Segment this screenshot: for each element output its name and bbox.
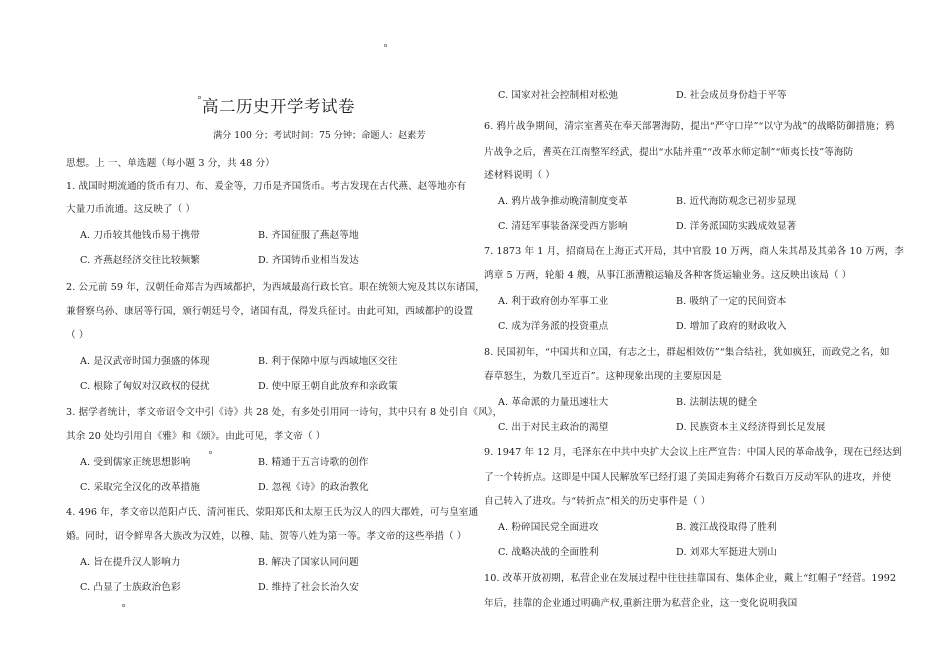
q1-option-b: B. 齐国征服了燕赵等地 — [258, 230, 359, 241]
question-9-stem: 自己转入了进攻。与“转折点”相关的历史事件是（ ） — [484, 496, 711, 507]
corner-mark — [209, 451, 212, 454]
q8-option-a: A. 革命派的力量迅速壮大 — [498, 397, 609, 408]
exam-subtitle: 满分 100 分；考试时间：75 分钟；命题人：赵素芳 — [213, 130, 426, 141]
q6-option-c: C. 清廷军事装备深受西方影响 — [498, 221, 628, 232]
q4-option-b: B. 解决了国家认同问题 — [258, 557, 359, 568]
q6-option-b: B. 近代海防观念已初步显现 — [676, 196, 797, 207]
q5-option-c: C. 国家对社会控制相对松弛 — [498, 90, 619, 101]
exam-title: 高二历史开学考试卷 — [202, 97, 355, 116]
q9-option-c: C. 战略决战的全面胜利 — [498, 547, 599, 558]
q3-option-d: D. 忽视《诗》的政治教化 — [258, 482, 369, 493]
q6-option-a: A. 鸦片战争推动晚清制度变革 — [498, 196, 628, 207]
question-3-stem: 3. 据学者统计，孝文帝诏令文中引《诗》共 28 处，有多处引用同一诗句，其中只有 8 处引自《风》， — [66, 407, 503, 418]
q4-option-a: A. 旨在提升汉人影响力 — [80, 557, 181, 568]
q4-option-c: C. 凸显了士族政治色彩 — [80, 582, 181, 593]
section-heading: 思想。上 一、单选题（每小题 3 分，共 48 分） — [66, 158, 275, 169]
corner-mark — [122, 604, 125, 607]
q3-option-b: B. 精通于五言诗歌的创作 — [258, 457, 369, 468]
question-4-stem: 4. 496 年，孝文帝以范阳卢氏、清河崔氏、荥阳郑氏和太原王氏为汉人的四大郡姓，可与皇室通 — [66, 507, 479, 518]
q2-option-c: C. 根除了匈奴对汉政权的侵扰 — [80, 381, 210, 392]
question-7-stem: 7. 1873 年 1 月，招商局在上海正式开局，其中官股 10 万两，商人朱其昂及其弟各 10 万两，李 — [484, 246, 904, 257]
question-9-stem: 了一个转折点。这即是中国人民解放军已经打退了美国走狗蒋介石数百万反动军队的进攻，并使 — [484, 472, 892, 483]
q2-option-a: A. 是汉武帝时国力强盛的体现 — [80, 356, 210, 367]
question-8-stem: 春草怒生，为数几至近百”。这种现象出现的主要原因是 — [484, 371, 722, 382]
q7-option-a: A. 利于政府创办军事工业 — [498, 296, 609, 307]
q4-option-d: D. 维持了社会长治久安 — [258, 582, 359, 593]
corner-mark — [198, 96, 201, 99]
question-6-stem: 述材料说明（ ） — [484, 170, 556, 181]
q8-option-b: B. 法制法规的健全 — [676, 397, 758, 408]
corner-mark — [384, 44, 387, 47]
q1-option-c: C. 齐燕赵经济交往比较频繁 — [80, 255, 201, 266]
q2-option-b: B. 利于保障中原与西域地区交往 — [258, 356, 398, 367]
question-4-stem: 婚。同时，诏令鲜卑各大族改为汉姓，以穆、陆、贺等八姓为第一等。孝文帝的这些举措（ ） — [66, 531, 467, 542]
q8-option-c: C. 出于对民主政治的渴望 — [498, 422, 609, 433]
question-3-stem: 其余 20 处均引用自《雅》和《颂》。由此可见，孝文帝（ ） — [66, 431, 326, 442]
q5-option-d: D. 社会成员身份趋于平等 — [676, 90, 787, 101]
q8-option-d: D. 民族资本主义经济得到长足发展 — [676, 422, 826, 433]
q9-option-d: D. 刘邓大军挺进大别山 — [676, 547, 777, 558]
q7-option-b: B. 吸纳了一定的民间资本 — [676, 296, 787, 307]
question-2-stem: 兼督察乌孙、康居等行国，颁行朝廷号令，诸国有乱，得发兵征讨。由此可知，西域都护的设置 — [66, 306, 474, 317]
question-6-stem: 6. 鸦片战争期间，清宗室耆英在奉天部署海防，提出“严守口岸”“以守为战”的战略防御措施；鸦 — [484, 121, 895, 132]
q9-option-b: B. 渡江战役取得了胜利 — [676, 522, 777, 533]
question-9-stem: 9. 1947 年 12 月，毛泽东在中共中央扩大会议上庄严宣告：中国人民的革命战争，现在已经达到 — [484, 447, 902, 458]
q7-option-c: C. 成为洋务派的投资重点 — [498, 321, 609, 332]
q3-option-a: A. 受到儒家正统思想影响 — [80, 457, 191, 468]
q3-option-c: C. 采取完全汉化的改革措施 — [80, 482, 201, 493]
question-2-stem: 2. 公元前 59 年，汉朝任命郑吉为西域都护，为西域最高行政长官。职在统领大宛及其以东诸国， — [66, 282, 485, 293]
question-1-stem: 1. 战国时期流通的货币有刀、布、爰金等，刀币是齐国货币。考古发现在古代燕、赵等地亦有 — [66, 181, 467, 192]
question-8-stem: 8. 民国初年，“中国共和立国，有志之士，群起相效仿”“集合结社，犹如疯狂，而政党之名，如 — [484, 347, 890, 358]
question-7-stem: 鸿章 5 万两，轮船 4 艘，从事江浙漕粮运输及各种客货运输业务。这反映出该局（ ） — [484, 270, 852, 281]
question-2-stem: （ ） — [66, 330, 89, 341]
q9-option-a: A. 粉碎国民党全面进攻 — [498, 522, 599, 533]
question-6-stem: 片战争之后，耆英在江南整军经武，提出“水陆并重”“改革水师定制”“师夷长技”等海防 — [484, 147, 854, 158]
q1-option-a: A. 刀币较其他钱币易于携带 — [80, 230, 200, 241]
q1-option-d: D. 齐国铸币业相当发达 — [258, 255, 359, 266]
q2-option-d: D. 使中原王朝自此放弃和亲政策 — [258, 381, 398, 392]
question-1-stem: 大量刀币流通。这反映了（ ） — [66, 204, 196, 215]
question-10-stem: 年后，挂靠的企业通过明确产权,重新注册为私营企业，这一变化说明我国 — [484, 598, 798, 609]
q6-option-d: D. 洋务派国防实践成效显著 — [676, 221, 797, 232]
question-10-stem: 10. 改革开放初期，私营企业在发展过程中往往挂靠国有、集体企业，戴上“红帽子”经营。1992 — [484, 573, 897, 584]
q7-option-d: D. 增加了政府的财政收入 — [676, 321, 787, 332]
